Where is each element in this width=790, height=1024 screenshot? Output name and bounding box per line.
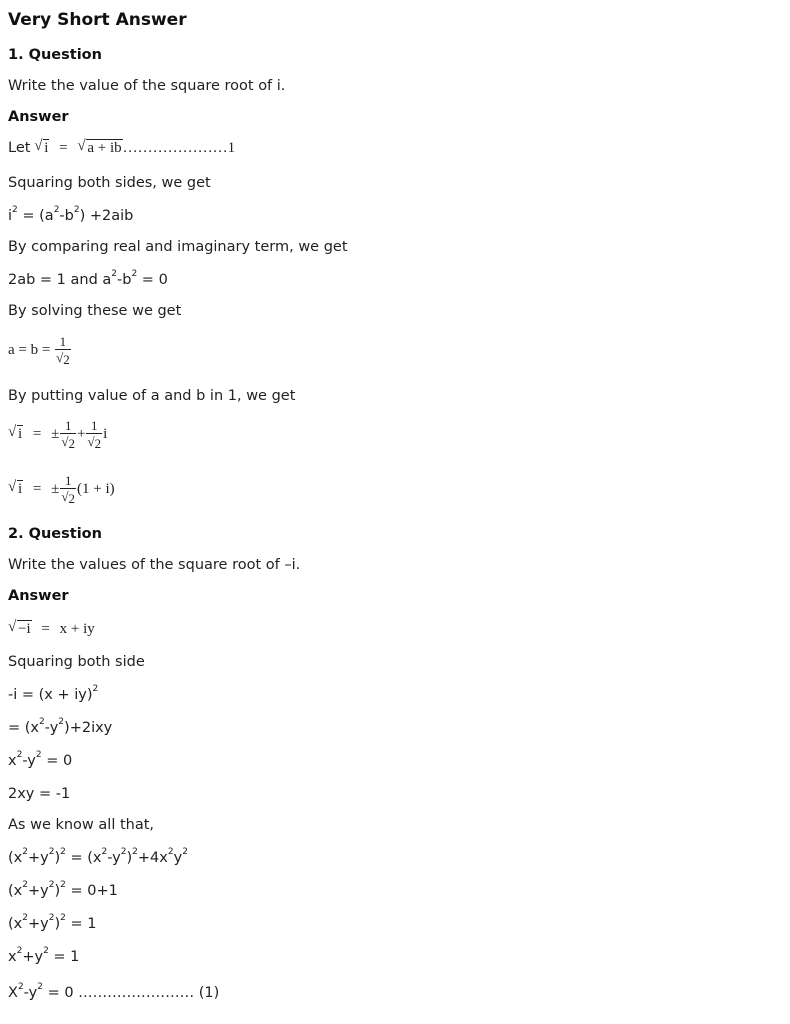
sqrt-i: √ i [34, 138, 49, 156]
step-putting: By putting value of a and b in 1, we get [8, 388, 296, 404]
equation-real-imag: 2ab = 1 and $a^2-b^2 = 0$ [8, 269, 168, 288]
equation-minus-i: -i = (x + iy)$^2$ [8, 684, 99, 703]
question-2-text: Write the values of the square root of –i. [8, 557, 301, 573]
equation-expanded: = $(x^2-y^2)+2ixy$ [8, 717, 113, 736]
equation-root-i-factored: √ i = ± $\frac{1}{√2}$ (1 + i) [8, 473, 115, 506]
page-title: Very Short Answer [8, 10, 187, 30]
step-solving: By solving these we get [8, 303, 182, 319]
question-1-title: 1. Question [8, 47, 102, 63]
sum-of-squares: $x^2+y^2 = 1$ [8, 946, 80, 965]
sqrt-a-plus-ib: √ a + ib [77, 138, 122, 156]
identity-result: $(x^2+y^2)^2 = 1$ [8, 913, 97, 932]
equation-root-minus-i: √ −i = x + iy [8, 619, 95, 637]
equation-root-i-sum: √ i = ± $\frac{1}{√2}$ + $\frac{1}{√2}$ i [8, 418, 108, 451]
identity-line: $(x^2+y^2)^2 = (x^2-y^2)^2+4x^2y^2$ [8, 847, 188, 866]
ab-lhs: a = b = [8, 341, 51, 358]
answer-2-label: Answer [8, 588, 69, 604]
equation-i-squared: $i^2 = (a^2-b^2) +2aib$ [8, 205, 134, 224]
let-prefix: Let [8, 140, 31, 156]
step-squaring-2: Squaring both side [8, 654, 145, 670]
answer-1-label: Answer [8, 109, 69, 125]
equation-number-1: …………………1 [122, 139, 236, 156]
identity-substituted: $(x^2+y^2)^2 = 0+1$ [8, 880, 118, 899]
equation-a-equals-b [8, 334, 72, 367]
question-1-text: Write the value of the square root of i. [8, 78, 286, 94]
difference-of-squares: $X^2-y^2 = 0$ …………………… (1) [8, 982, 220, 1001]
step-compare: By comparing real and imaginary term, we get [8, 239, 348, 255]
question-2-title: 2. Question [8, 526, 102, 542]
step-squaring: Squaring both sides, we get [8, 175, 211, 191]
fraction-one-over-root-two: $\frac{1}{√2}$ [56, 334, 70, 367]
equation-real-part: $x^2-y^2 = 0$ [8, 750, 73, 769]
step-know: As we know all that, [8, 817, 155, 833]
equation-let: Let √ i = √ a + ib…………………1 [8, 138, 236, 156]
equation-imag-part: 2xy = -1 [8, 786, 71, 802]
